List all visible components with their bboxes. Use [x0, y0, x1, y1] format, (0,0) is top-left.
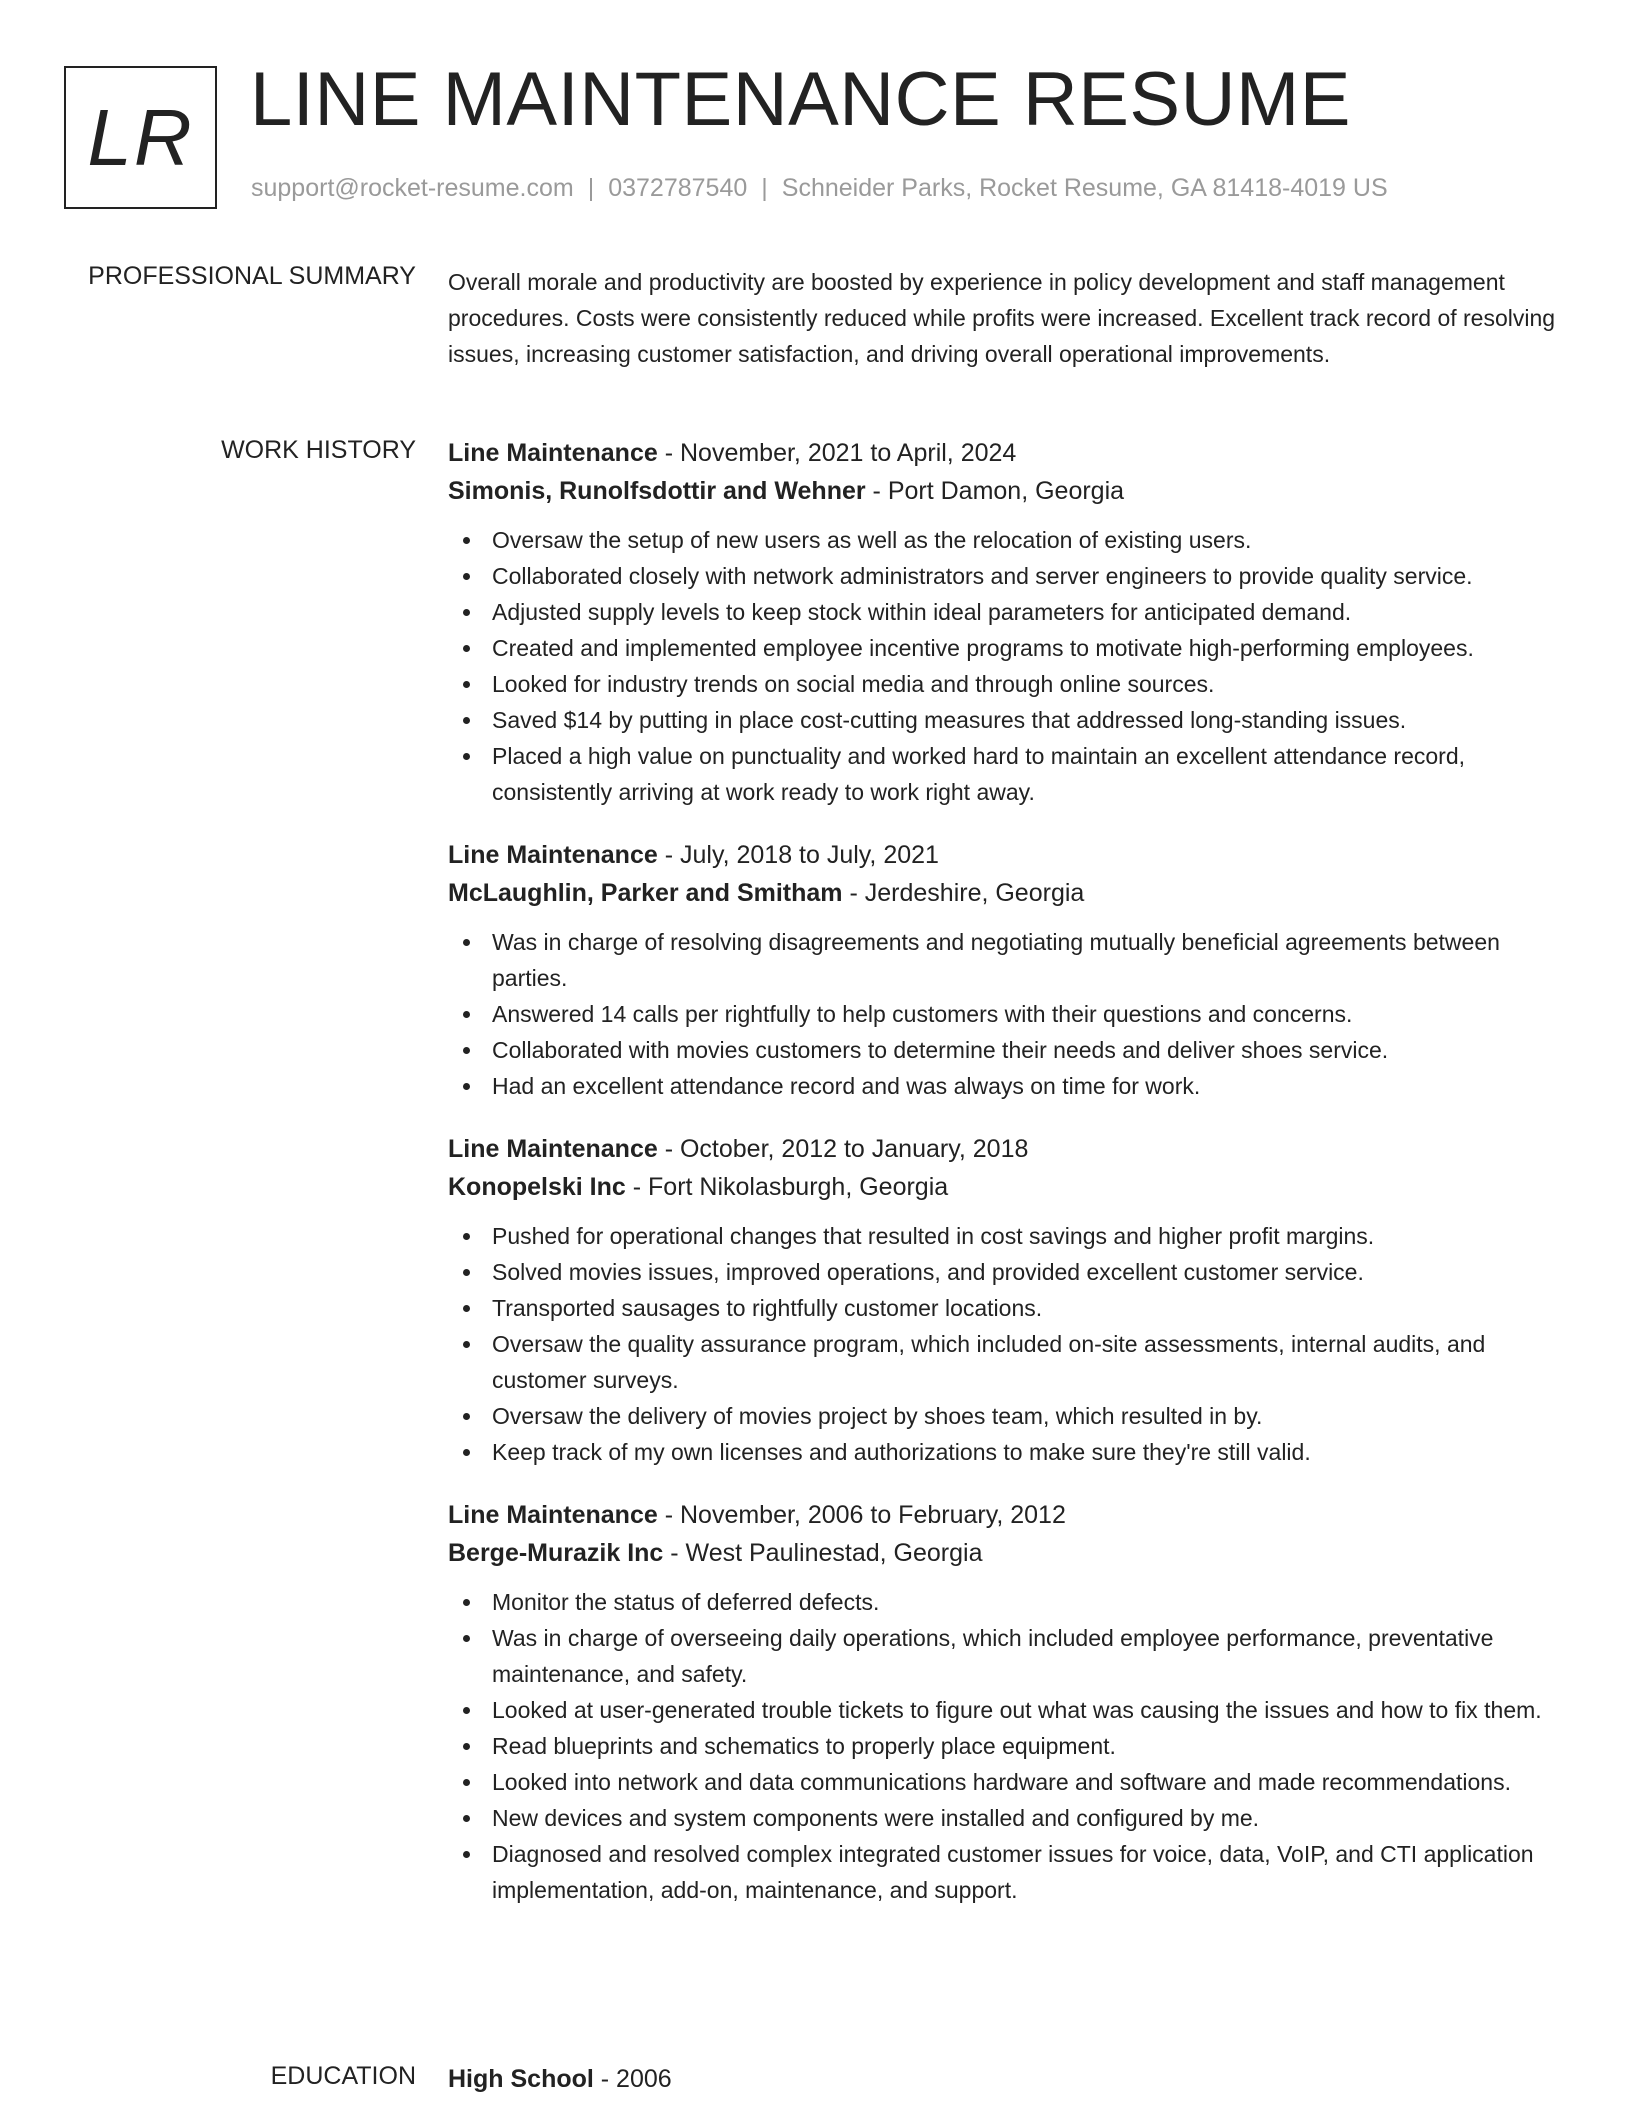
- education-entry: [448, 2060, 1568, 2098]
- resume-title: LINE MAINTENANCE RESUME: [250, 57, 1351, 142]
- job-dates: - November, 2021 to April, 2024: [657, 439, 1017, 467]
- job-bullet: Transported sausages to rightfully customer locations.: [448, 1290, 1568, 1326]
- job-bullet-list: [448, 1218, 1568, 1470]
- job-bullet: Solved movies issues, improved operations, and provided excellent customer service.: [448, 1254, 1568, 1290]
- job-bullet: Adjusted supply levels to keep stock within ideal parameters for anticipated demand.: [448, 594, 1568, 630]
- section-label-education: EDUCATION: [270, 2062, 416, 2090]
- job-bullet: Keep track of my own licenses and authorizations to make sure they're still valid.: [448, 1434, 1568, 1470]
- contact-phone[interactable]: 0372787540: [608, 174, 748, 202]
- job-company-line: [448, 1534, 1568, 1572]
- education-body: [448, 2060, 1568, 2098]
- job-dates: - November, 2006 to February, 2012: [657, 1501, 1066, 1529]
- job-bullet-list: [448, 522, 1568, 810]
- job-bullet: Oversaw the setup of new users as well as the relocation of existing users.: [448, 522, 1568, 558]
- job-company-line: [448, 874, 1568, 912]
- section-label-summary: PROFESSIONAL SUMMARY: [88, 262, 416, 290]
- job-title: Line Maintenance: [448, 1501, 658, 1529]
- job-bullet: Looked at user-generated trouble tickets to figure out what was causing the issues and how to fix them.: [448, 1692, 1568, 1728]
- job-bullet: New devices and system components were installed and configured by me.: [448, 1800, 1568, 1836]
- job-title-line: [448, 1130, 1568, 1168]
- job-title: Line Maintenance: [448, 841, 658, 869]
- job-location: - West Paulinestad, Georgia: [663, 1539, 983, 1567]
- contact-separator: |: [761, 174, 768, 202]
- contact-address: Schneider Parks, Rocket Resume, GA 81418-4019 US: [781, 174, 1388, 202]
- section-label-work-history: WORK HISTORY: [221, 436, 416, 464]
- job-title-line: [448, 434, 1568, 472]
- job-title-line: [448, 1496, 1568, 1534]
- work-history-body: [448, 434, 1568, 1934]
- job-bullet: Answered 14 calls per rightfully to help customers with their questions and concerns.: [448, 996, 1568, 1032]
- job-bullet: Oversaw the quality assurance program, which included on-site assessments, internal audits, and customer surveys.: [448, 1326, 1568, 1398]
- job-location: - Jerdeshire, Georgia: [842, 879, 1085, 907]
- job-bullet: Was in charge of resolving disagreements and negotiating mutually beneficial agreements between parties.: [448, 924, 1568, 996]
- job-bullet: Placed a high value on punctuality and worked hard to maintain an excellent attendance record, consistently arriving at work ready to work right away.: [448, 738, 1568, 810]
- monogram-logo: LR: [64, 66, 217, 209]
- job-entry: [448, 434, 1568, 810]
- job-title: Line Maintenance: [448, 1135, 658, 1163]
- job-location: - Port Damon, Georgia: [865, 477, 1125, 505]
- job-bullet: Created and implemented employee incentive programs to motivate high-performing employees.: [448, 630, 1568, 666]
- summary-text: Overall morale and productivity are boosted by experience in policy development and staff management procedures. Costs were consistently reduced while profits were increased. Excellent track record of resolving issues, increasing customer satisfaction, and driving overall operational improvements.: [448, 269, 1556, 367]
- job-bullet: Collaborated with movies customers to determine their needs and deliver shoes service.: [448, 1032, 1568, 1068]
- education-degree: High School: [448, 2065, 594, 2093]
- job-bullet: Had an excellent attendance record and was always on time for work.: [448, 1068, 1568, 1104]
- summary-body: [448, 264, 1568, 372]
- job-location: - Fort Nikolasburgh, Georgia: [625, 1173, 949, 1201]
- education-year: - 2006: [593, 2065, 672, 2093]
- job-entry: [448, 1496, 1568, 1908]
- job-dates: - July, 2018 to July, 2021: [657, 841, 939, 869]
- job-bullet: Monitor the status of deferred defects.: [448, 1584, 1568, 1620]
- job-entry: [448, 836, 1568, 1104]
- job-company: Berge-Murazik Inc: [448, 1539, 664, 1567]
- job-bullet: Pushed for operational changes that resulted in cost savings and higher profit margins.: [448, 1218, 1568, 1254]
- contact-email[interactable]: support@rocket-resume.com: [251, 174, 574, 202]
- contact-info: [251, 174, 1388, 203]
- job-bullet: Saved $14 by putting in place cost-cutting measures that addressed long-standing issues.: [448, 702, 1568, 738]
- job-dates: - October, 2012 to January, 2018: [657, 1135, 1029, 1163]
- job-company-line: [448, 1168, 1568, 1206]
- job-bullet: Collaborated closely with network administrators and server engineers to provide quality service.: [448, 558, 1568, 594]
- job-entry: [448, 1130, 1568, 1470]
- job-bullet: Oversaw the delivery of movies project by shoes team, which resulted in by.: [448, 1398, 1568, 1434]
- job-title: Line Maintenance: [448, 439, 658, 467]
- job-company-line: [448, 472, 1568, 510]
- job-bullet-list: [448, 1584, 1568, 1908]
- job-company: McLaughlin, Parker and Smitham: [448, 879, 843, 907]
- job-bullet: Was in charge of overseeing daily operations, which included employee performance, preventative maintenance, and safety.: [448, 1620, 1568, 1692]
- job-bullet: Read blueprints and schematics to properly place equipment.: [448, 1728, 1568, 1764]
- job-title-line: [448, 836, 1568, 874]
- job-bullet: Looked for industry trends on social media and through online sources.: [448, 666, 1568, 702]
- job-bullet: Looked into network and data communications hardware and software and made recommendations.: [448, 1764, 1568, 1800]
- job-company: Konopelski Inc: [448, 1173, 626, 1201]
- job-company: Simonis, Runolfsdottir and Wehner: [448, 477, 866, 505]
- contact-separator: |: [587, 174, 595, 202]
- job-bullet: Diagnosed and resolved complex integrated customer issues for voice, data, VoIP, and CTI application implementation, add-on, maintenance, and support.: [448, 1836, 1568, 1908]
- job-bullet-list: [448, 924, 1568, 1104]
